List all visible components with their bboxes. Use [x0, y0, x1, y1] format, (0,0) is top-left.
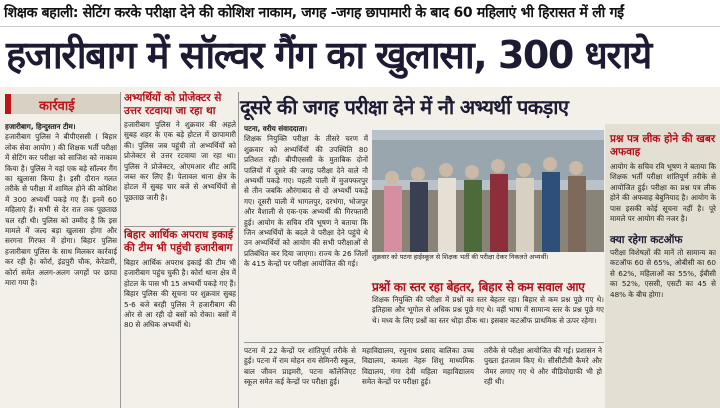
mid-article	[372, 295, 604, 337]
side-box-title: प्रश्न पत्र लीक होने की खबर अफवाह	[610, 133, 716, 158]
subhead-projector: अभ्यर्थियों को प्रोजेक्टर से उत्तर रटवाया जा रहा था	[124, 92, 222, 117]
column-rule	[120, 92, 121, 408]
sub-headline: दूसरे की जगह परीक्षा देने में नौ अभ्यर्थी पकड़ाए	[240, 95, 569, 119]
strap-bar	[0, 0, 720, 27]
bottom-col-3	[484, 346, 602, 408]
photo-illustration	[372, 130, 604, 252]
mid-article-body: शिक्षक नियुक्ति की परीक्षा में प्रश्नों का स्तर बेहतर रहा। बिहार से कम प्रश्न पूछे गए थे। इतिहास और भूगोल से अधिक प्रश्न पूछे गए थे। वहीं भाषा में सामान्य स्तर के प्रश्न पूछे गए थे। मध्य के लिए प्रश्नों का स्तर थोड़ा ठीक था। इसबार कटऑफ प्राथमिक से ऊपर रहेगा।	[372, 295, 604, 325]
dateline-2: पटना, वरीय संवाददाता।	[244, 124, 308, 133]
cutoff-title: क्या रहेगा कटऑफ	[610, 234, 683, 246]
column-3	[244, 124, 368, 342]
news-photo	[372, 130, 604, 252]
photo-caption: शुक्रवार को पटना हाईस्कूल से शिक्षक भर्ती की परीक्षा देकर निकलते अभ्यर्थी।	[372, 253, 549, 261]
subhead-eou: बिहार आर्थिक अपराध इकाई की टीम भी पहुंची हजारीबाग	[124, 229, 234, 254]
subhead-question-level: प्रश्नों का स्तर रहा बेहतर, बिहार से कम सवाल आए	[372, 280, 585, 294]
article-body-2a: हजारीबाग पुलिस ने शुक्रवार की अहले सुबह शहर के एक बड़े होटल में छापामारी की। पुलिस जब पहुंची तो अभ्यर्थियों को प्रोजेक्टर से उत्तर रटवाया जा रहा था। पुलिस ने प्रोजेक्टर, ओएमआर शीट आदि जब्त कर लिए हैं। पेलावल थाना क्षेत्र के होटल में सुबह चार बजे से अभ्यर्थियों से पूछताछ जारी है।	[124, 120, 236, 202]
column-1	[5, 122, 117, 408]
bottom-body-2: महाविद्यालय, रघुनाथ प्रसाद बालिका उच्च विद्यालय, कमला नेहरु शिशु माध्यमिक विद्यालय, गंगा देवी महिला महाविद्यालय समेत केन्द्रों पर परीक्षा हुई।	[362, 346, 474, 387]
column-2a	[124, 120, 236, 224]
article-body-1: हजारीबाग पुलिस ने बीपीएससी ( बिहार लोक सेवा आयोग ) की शिक्षक भर्ती परीक्षा में सेटिंग कर परीक्षा को साजिश को नाकाम किया है। पुलिस ने यहां एक बड़े सॉल्वर गैंग का खुलासा किया है। इसी दौरान गलत तरीके से परीक्षा में शामिल होने की कोशिश में 300 अभ्यर्थी पकड़े गए हैं। इनमें 60 महिलाएं हैं। सभी से देर रात तक पूछताछ चल रही थी। पुलिस को उम्मीद है कि इस मामले में जल्द बड़ा खुलासा होगा और सरगना गिरफ्त में होगा। बिहार पुलिस हजारीबाग पुलिस के साथ मिलकर कार्रवाई कर रही है। कोर्रा, इंद्रपुरी चौक, केरेडारी, कोर्रा समेत अलग-अलग जगहों पर छापा मारा गया है।	[5, 132, 117, 288]
cutoff-text	[610, 248, 716, 344]
cutoff-body: परीक्षा विशेषज्ञों की मानें तो सामान्य का कटऑफ 60 से 65%, ओबीसी का 60 से 62%, महिलाओं का 55%, ईबीसी का 52%, एससी, एसटी का 45 से 48% के बीच होगा।	[610, 248, 716, 299]
column-2b	[124, 258, 236, 408]
bottom-col-2	[362, 346, 474, 408]
dateline-1: हजारीबाग, हिन्दुस्तान टीम।	[5, 122, 76, 131]
side-box-body: आयोग के सचिव रवि भूषण ने बताया कि शिक्षक भर्ती परीक्षा शांतिपूर्ण तरीके से आयोजित हुई। परीक्षा का प्रश्न पत्र लीक होने की अफवाह बेबुनियाद है। आयोग के पास इसकी कोई सूचना नहीं है। पूरे मामले पर आयोग की नजर है।	[610, 162, 716, 224]
article-body-3: शिक्षक नियुक्ति परीक्षा के तीसरे चरण में शुक्रवार को अभ्यर्थियों की उपस्थिति 80 प्रतिशत रही। बीपीएससी के मुताबिक दोनों पालियों में दूसरे की जगह परीक्षा देने वाले नौ अभ्यर्थी पकड़े गए। पहली पाली में मुजफ्फरपुर से तीन जबकि औरंगाबाद से दो अभ्यर्थी पकड़े गए। दूसरी पाली में भागलपुर, दरभंगा, भोजपुर और वैशाली से एक-एक अभ्यर्थी की गिरफ्तारी हुई। आयोग के सचिव रवि भूषण ने बताया कि जिन अभ्यर्थियों के बदले वे परीक्षा देने पहुंचे थे उन अभ्यर्थियों को आयोग की सभी परीक्षाओं से प्रतिबंधित कर दिया जाएगा। राज्य के 26 जिलों के 415 केन्द्रों पर परीक्षा आयोजित की गई।	[244, 134, 368, 269]
bottom-body-3: तरीके से परीक्षा आयोजित की गई। प्रशासन ने पुख्ता इंतजाम किए थे। सीसीटीवी कैमरे और जैमर लगाए गए थे और वीडियोग्राफी भी हो रही थी।	[484, 346, 602, 387]
main-headline-band	[0, 27, 720, 87]
badge-label: कार्रवाई	[39, 99, 75, 114]
strap-headline: शिक्षक बहाली: सेटिंग करके परीक्षा देने की कोशिश नाकाम, जगह -जगह छापामारी के बाद 60 महिलाएं भी हिरासत में ली गईं	[4, 5, 624, 21]
divider	[124, 226, 236, 227]
divider	[244, 342, 604, 343]
column-rule	[238, 92, 239, 408]
bottom-col-1	[244, 346, 356, 408]
section-badge	[5, 94, 121, 114]
article-body-2b: बिहार आर्थिक अपराध इकाई की टीम भी हजारीबाग पहुंच चुकी है। कोर्रा थाना क्षेत्र में होटल के पास भी 15 अभ्यर्थी पकड़े गए हैं। बिहार पुलिस की सूचना पर शुक्रवार सुबह 5-6 बजे बरही पुलिस ने हजारीबाग की ओर से आ रही दो बसों को रोका। बसों में 80 से अधिक अभ्यर्थी थे।	[124, 258, 236, 330]
main-headline: हजारीबाग में सॉल्वर गैंग का खुलासा, 300 धराये	[6, 33, 651, 77]
bottom-body-1: पटना में 22 केन्द्रों पर शांतिपूर्ण तरीके से हुई। पटना में राम मोहन राय सेमिनरी स्कूल, बाल जीवन प्राइमरी, पटना कॉलेजिएट स्कूल समेत कई केन्द्रों पर परीक्षा हुई।	[244, 346, 356, 387]
side-box-text	[610, 162, 716, 232]
